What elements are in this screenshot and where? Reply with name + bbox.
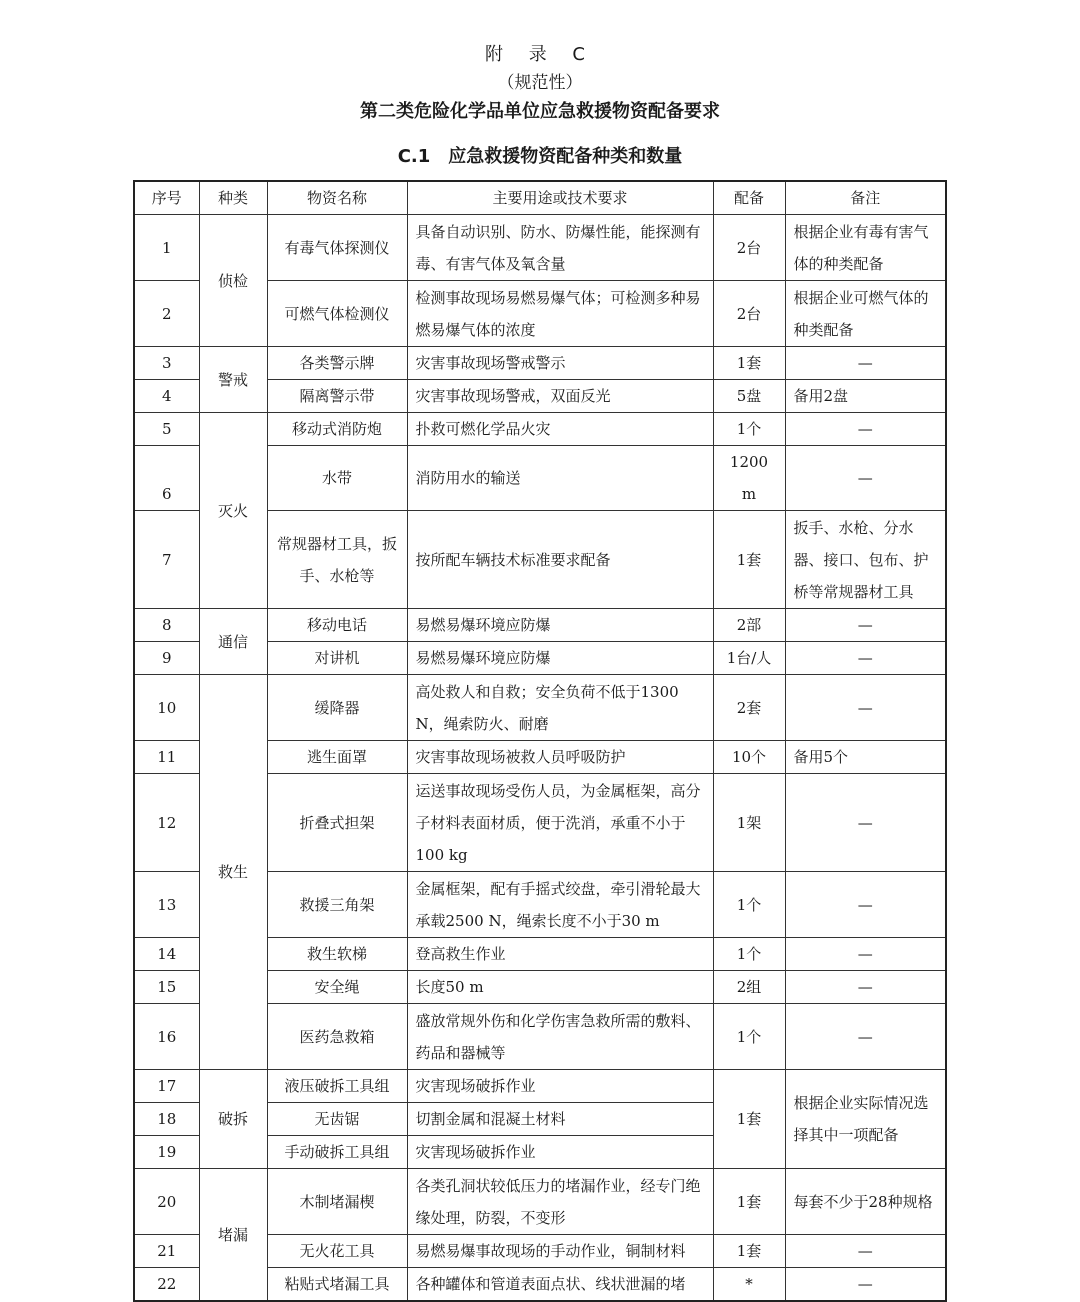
item-note: — bbox=[785, 413, 946, 446]
item-note: 备用5个 bbox=[785, 741, 946, 774]
row-no: 6 bbox=[134, 446, 199, 511]
item-qty: 1套 bbox=[713, 1169, 785, 1235]
item-use: 灾害现场破拆作业 bbox=[407, 1070, 713, 1103]
item-note: — bbox=[785, 1004, 946, 1070]
item-use: 灾害事故现场警戒警示 bbox=[407, 347, 713, 380]
row-no: 14 bbox=[134, 938, 199, 971]
item-use: 灾害事故现场被救人员呼吸防护 bbox=[407, 741, 713, 774]
item-qty: 2套 bbox=[713, 675, 785, 741]
row-no: 22 bbox=[134, 1268, 199, 1302]
category-cell: 灭火 bbox=[199, 413, 267, 609]
item-use: 易燃易爆环境应防爆 bbox=[407, 642, 713, 675]
row-no: 10 bbox=[134, 675, 199, 741]
row-no: 18 bbox=[134, 1103, 199, 1136]
item-name: 各类警示牌 bbox=[267, 347, 407, 380]
item-note: 根据企业有毒有害气体的种类配备 bbox=[785, 215, 946, 281]
item-use: 登高救生作业 bbox=[407, 938, 713, 971]
col-header-name: 物资名称 bbox=[267, 181, 407, 215]
item-name: 液压破拆工具组 bbox=[267, 1070, 407, 1103]
item-use: 长度50 m bbox=[407, 971, 713, 1004]
category-cell: 侦检 bbox=[199, 215, 267, 347]
table-row bbox=[134, 413, 946, 446]
item-name: 移动电话 bbox=[267, 609, 407, 642]
item-use: 切割金属和混凝土材料 bbox=[407, 1103, 713, 1136]
row-no: 5 bbox=[134, 413, 199, 446]
item-use: 高处救人和自救；安全负荷不低于1300 N，绳索防火、耐磨 bbox=[407, 675, 713, 741]
item-note: — bbox=[785, 347, 946, 380]
table-row bbox=[134, 609, 946, 642]
item-note: — bbox=[785, 774, 946, 872]
item-name: 逃生面罩 bbox=[267, 741, 407, 774]
item-note: — bbox=[785, 675, 946, 741]
item-qty: 5盘 bbox=[713, 380, 785, 413]
item-use: 按所配车辆技术标准要求配备 bbox=[407, 511, 713, 609]
col-header-use: 主要用途或技术要求 bbox=[407, 181, 713, 215]
item-name: 移动式消防炮 bbox=[267, 413, 407, 446]
row-no: 2 bbox=[134, 281, 199, 347]
table-row bbox=[134, 675, 946, 741]
item-qty: 2组 bbox=[713, 971, 785, 1004]
item-note: 扳手、水枪、分水器、接口、包布、护桥等常规器材工具 bbox=[785, 511, 946, 609]
item-name: 安全绳 bbox=[267, 971, 407, 1004]
item-use: 扑救可燃化学品火灾 bbox=[407, 413, 713, 446]
item-note: — bbox=[785, 938, 946, 971]
item-qty: 1架 bbox=[713, 774, 785, 872]
row-no: 17 bbox=[134, 1070, 199, 1103]
item-qty: 1个 bbox=[713, 872, 785, 938]
item-name: 常规器材工具，扳手、水枪等 bbox=[267, 511, 407, 609]
item-use: 盛放常规外伤和化学伤害急救所需的敷料、药品和器械等 bbox=[407, 1004, 713, 1070]
category-cell: 救生 bbox=[199, 675, 267, 1070]
table-row bbox=[134, 215, 946, 281]
row-no: 19 bbox=[134, 1136, 199, 1169]
item-note: 根据企业可燃气体的种类配备 bbox=[785, 281, 946, 347]
item-note: — bbox=[785, 1235, 946, 1268]
item-use: 灾害事故现场警戒，双面反光 bbox=[407, 380, 713, 413]
category-cell: 堵漏 bbox=[199, 1169, 267, 1302]
supplies-table bbox=[133, 180, 947, 1302]
item-qty: 1200 m bbox=[713, 446, 785, 511]
item-use: 灾害现场破拆作业 bbox=[407, 1136, 713, 1169]
item-use: 金属框架，配有手摇式绞盘，牵引滑轮最大承载2500 N，绳索长度不小于30 m bbox=[407, 872, 713, 938]
item-name: 水带 bbox=[267, 446, 407, 511]
item-name: 救生软梯 bbox=[267, 938, 407, 971]
item-use: 检测事故现场易燃易爆气体；可检测多种易燃易爆气体的浓度 bbox=[407, 281, 713, 347]
item-name: 粘贴式堵漏工具 bbox=[267, 1268, 407, 1302]
row-no: 21 bbox=[134, 1235, 199, 1268]
table-header-row bbox=[134, 181, 946, 215]
row-no: 4 bbox=[134, 380, 199, 413]
item-name: 木制堵漏楔 bbox=[267, 1169, 407, 1235]
item-qty: 2台 bbox=[713, 281, 785, 347]
item-name: 救援三角架 bbox=[267, 872, 407, 938]
table-row bbox=[134, 1070, 946, 1103]
item-qty: 1台/人 bbox=[713, 642, 785, 675]
appendix-nature: （规范性） bbox=[497, 73, 583, 93]
row-no: 12 bbox=[134, 774, 199, 872]
item-qty: 1个 bbox=[713, 1004, 785, 1070]
item-qty: 1套 bbox=[713, 347, 785, 380]
item-qty: 1个 bbox=[713, 413, 785, 446]
row-no: 15 bbox=[134, 971, 199, 1004]
item-name: 手动破拆工具组 bbox=[267, 1136, 407, 1169]
item-name: 无齿锯 bbox=[267, 1103, 407, 1136]
item-note: 根据企业实际情况选择其中一项配备 bbox=[785, 1070, 946, 1169]
item-note: 每套不少于28种规格 bbox=[785, 1169, 946, 1235]
item-qty: 1个 bbox=[713, 938, 785, 971]
item-name: 有毒气体探测仪 bbox=[267, 215, 407, 281]
item-name: 可燃气体检测仪 bbox=[267, 281, 407, 347]
table-row bbox=[134, 1169, 946, 1235]
item-note: — bbox=[785, 642, 946, 675]
row-no: 8 bbox=[134, 609, 199, 642]
col-header-note: 备注 bbox=[785, 181, 946, 215]
row-no: 3 bbox=[134, 347, 199, 380]
item-qty: 1套 bbox=[713, 511, 785, 609]
category-cell: 破拆 bbox=[199, 1070, 267, 1169]
row-no: 20 bbox=[134, 1169, 199, 1235]
col-header-category: 种类 bbox=[199, 181, 267, 215]
item-note: — bbox=[785, 1268, 946, 1302]
item-note: — bbox=[785, 609, 946, 642]
item-note: 备用2盘 bbox=[785, 380, 946, 413]
item-note: — bbox=[785, 446, 946, 511]
col-header-no: 序号 bbox=[134, 181, 199, 215]
item-name: 医药急救箱 bbox=[267, 1004, 407, 1070]
item-name: 对讲机 bbox=[267, 642, 407, 675]
item-note: — bbox=[785, 971, 946, 1004]
item-use: 各类孔洞状较低压力的堵漏作业，经专门绝缘处理，防裂，不变形 bbox=[407, 1169, 713, 1235]
item-name: 无火花工具 bbox=[267, 1235, 407, 1268]
item-use: 各种罐体和管道表面点状、线状泄漏的堵 bbox=[407, 1268, 713, 1302]
item-qty: 1套 bbox=[713, 1235, 785, 1268]
row-no: 1 bbox=[134, 215, 199, 281]
row-no: 13 bbox=[134, 872, 199, 938]
row-no: 7 bbox=[134, 511, 199, 609]
row-no: 11 bbox=[134, 741, 199, 774]
item-use: 运送事故现场受伤人员，为金属框架，高分子材料表面材质，便于洗消，承重不小于100 kg bbox=[407, 774, 713, 872]
item-qty: 1套 bbox=[713, 1070, 785, 1169]
col-header-qty: 配备 bbox=[713, 181, 785, 215]
item-name: 缓降器 bbox=[267, 675, 407, 741]
item-name: 折叠式担架 bbox=[267, 774, 407, 872]
item-use: 易燃易爆环境应防爆 bbox=[407, 609, 713, 642]
section-title: C.1 应急救援物资配备种类和数量 bbox=[397, 146, 683, 167]
row-no: 9 bbox=[134, 642, 199, 675]
item-use: 易燃易爆事故现场的手动作业，铜制材料 bbox=[407, 1235, 713, 1268]
item-name: 隔离警示带 bbox=[267, 380, 407, 413]
item-qty: 10个 bbox=[713, 741, 785, 774]
item-qty: 2台 bbox=[713, 215, 785, 281]
table-row bbox=[134, 347, 946, 380]
category-cell: 通信 bbox=[199, 609, 267, 675]
appendix-label: 附 录 C bbox=[484, 44, 595, 65]
item-qty: * bbox=[713, 1268, 785, 1302]
category-cell: 警戒 bbox=[199, 347, 267, 413]
item-qty: 2部 bbox=[713, 609, 785, 642]
item-use: 消防用水的输送 bbox=[407, 446, 713, 511]
row-no: 16 bbox=[134, 1004, 199, 1070]
item-use: 具备自动识别、防水、防爆性能，能探测有毒、有害气体及氧含量 bbox=[407, 215, 713, 281]
appendix-title: 第二类危险化学品单位应急救援物资配备要求 bbox=[360, 101, 720, 122]
item-note: — bbox=[785, 872, 946, 938]
